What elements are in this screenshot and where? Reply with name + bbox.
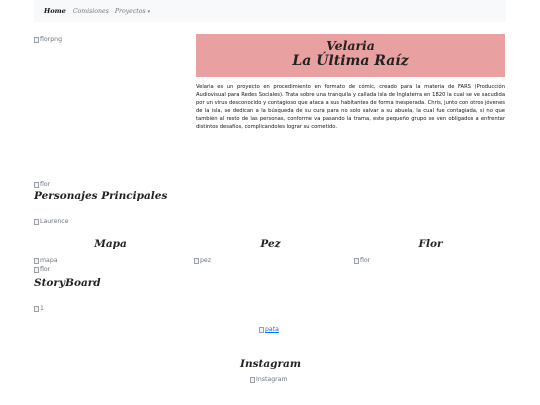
nav-home-link[interactable]: Home — [44, 7, 66, 15]
broken-image-icon — [34, 182, 39, 188]
broken-image-icon — [34, 267, 39, 273]
flor-image-alt: flor — [40, 181, 51, 188]
storyboard-flor-image — [34, 266, 50, 273]
broken-image-icon — [34, 219, 39, 225]
storyboard-image — [34, 305, 44, 312]
nav-comisiones-link[interactable]: Comisiones — [72, 7, 109, 15]
instagram-heading: Instagram — [240, 358, 301, 370]
project-description: Velaria es un proyecto en procedimiento en formato de cómic, creado para la materia de FARS (Producción Audiovisual para Redes Sociales). Trata sobre una tranquila y callada isla de Inglaterra en 1820 la cual se ve sacudida por un virus desconocido y contagioso que ataca a sus habitantes de forma inesperada. Chris, junto con otros jóvenes de la isla, se dedican a la búsqueda de su cura para no solo salvar a su abuela, la cual fue contagiada, si no que también al resto de las personas, conforme va pasando la trama, este pequeño grupo se ven obligados a enfrentar distintos desafíos, complicandoles lograr su cometido. — [196, 84, 505, 131]
hero-image — [34, 36, 62, 43]
mapa-image — [34, 257, 58, 264]
broken-image-icon — [259, 327, 264, 333]
storyboard-heading: StoryBoard — [34, 277, 101, 289]
flor-heading: Flor — [418, 238, 443, 250]
pata-image-alt: pata — [265, 326, 279, 333]
laurence-image-alt: Laurence — [40, 218, 69, 225]
flor-col-image-alt: flor — [360, 257, 371, 264]
broken-image-icon — [250, 377, 255, 383]
mapa-heading: Mapa — [94, 238, 127, 250]
page-subtitle: La Última Raíz — [292, 53, 409, 69]
hero-image-alt: florpng — [40, 36, 63, 43]
navbar — [34, 0, 506, 22]
mapa-image-alt: mapa — [40, 257, 58, 264]
nav-proyectos-dropdown[interactable] — [115, 8, 150, 15]
storyboard-image-alt: 1 — [40, 305, 44, 312]
pez-image — [194, 257, 211, 264]
broken-image-icon — [194, 258, 199, 264]
pez-image-alt: pez — [200, 257, 211, 264]
nav-proyectos-label: Proyectos — [114, 7, 146, 15]
flor-image — [34, 181, 50, 188]
page-title: Velaria — [326, 38, 375, 53]
instagram-image[interactable] — [250, 376, 287, 383]
flor-col-image — [354, 257, 370, 264]
pez-heading: Pez — [260, 238, 281, 250]
broken-image-icon — [34, 258, 39, 264]
laurence-image — [34, 218, 69, 225]
personajes-heading: Personajes Principales — [34, 190, 168, 202]
pata-image-link[interactable] — [259, 326, 279, 333]
broken-image-icon — [354, 258, 359, 264]
storyboard-flor-alt: flor — [40, 266, 51, 273]
title-banner — [196, 34, 505, 77]
broken-image-icon — [34, 37, 39, 43]
broken-image-icon — [34, 306, 39, 312]
chevron-down-icon: ▾ — [147, 8, 151, 15]
instagram-image-alt: Instagram — [256, 376, 288, 383]
